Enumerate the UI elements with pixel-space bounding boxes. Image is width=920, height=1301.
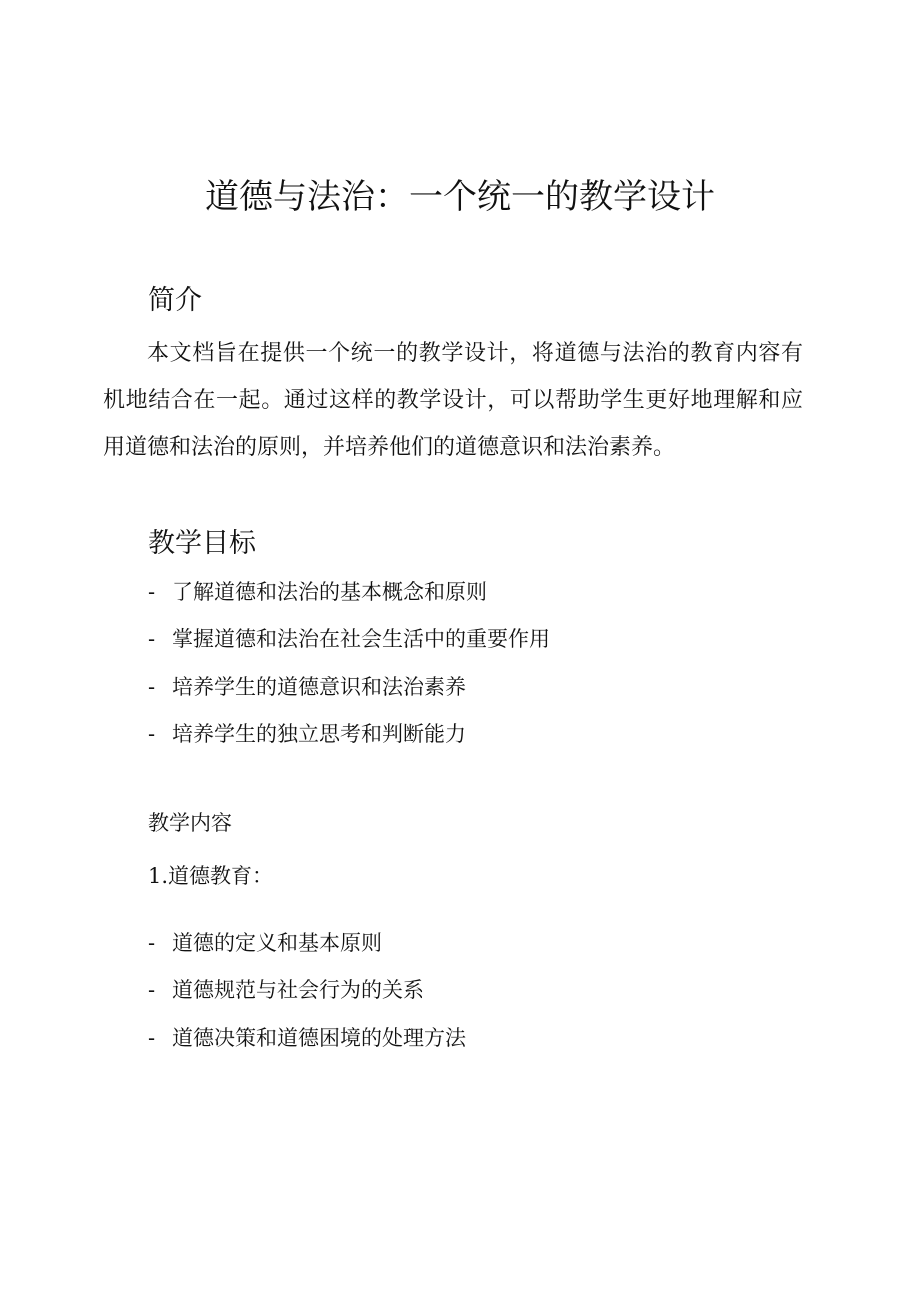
intro-paragraph: 本文档旨在提供一个统一的教学设计，将道德与法治的教育内容有机地结合在一起。通过这样的教学设计，可以帮助学生更好地理解和应用道德和法治的原则，并培养他们的道德意识和法治素养。 xyxy=(103,341,803,460)
bullet-dash: - xyxy=(148,931,156,955)
goal-item-text: 培养学生的道德意识和法治素养 xyxy=(172,675,466,699)
bullet-dash: - xyxy=(148,627,156,651)
content-item xyxy=(148,1022,466,1054)
content-item xyxy=(148,974,424,1006)
bullet-dash: - xyxy=(148,675,156,699)
goal-item-text: 了解道德和法治的基本概念和原则 xyxy=(172,580,487,604)
goal-item xyxy=(148,576,487,608)
bullet-dash: - xyxy=(148,978,156,1002)
content-heading: 教学内容 xyxy=(148,811,232,835)
section1-label: 1.道德教育： xyxy=(148,864,274,888)
content-item-text: 道德决策和道德困境的处理方法 xyxy=(172,1026,466,1050)
bullet-dash: - xyxy=(148,1026,156,1050)
goal-item-text: 掌握道德和法治在社会生活中的重要作用 xyxy=(172,627,550,651)
content-item-text: 道德规范与社会行为的关系 xyxy=(172,978,424,1002)
intro-heading: 简介 xyxy=(148,285,202,316)
bullet-dash: - xyxy=(148,722,156,746)
document-title: 道德与法治：一个统一的教学设计 xyxy=(205,177,715,217)
bullet-dash: - xyxy=(148,580,156,604)
goals-heading: 教学目标 xyxy=(148,528,256,559)
goal-item-text: 培养学生的独立思考和判断能力 xyxy=(172,722,466,746)
goal-item xyxy=(148,671,466,703)
content-item xyxy=(148,927,382,959)
goal-item xyxy=(148,623,550,655)
content-item-text: 道德的定义和基本原则 xyxy=(172,931,382,955)
goal-item xyxy=(148,718,466,750)
